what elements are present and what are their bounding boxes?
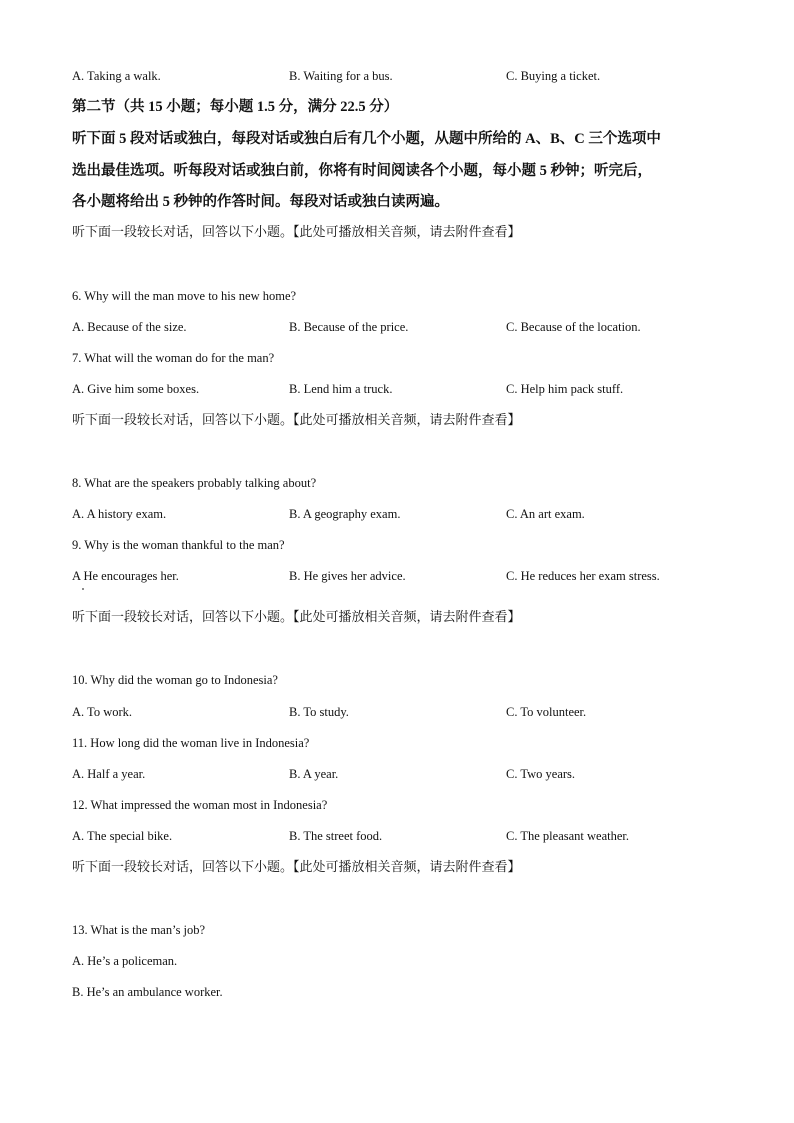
q10-stem: 10. Why did the woman go to Indonesia?	[72, 673, 278, 687]
q8-option-c: C. An art exam.	[506, 507, 585, 521]
q9-option-b: B. He gives her advice.	[289, 569, 406, 583]
q7-option-a: A. Give him some boxes.	[72, 382, 200, 396]
q10-option-c: C. To volunteer.	[506, 705, 587, 719]
q8-option-b: B. A geography exam.	[289, 507, 401, 521]
q9-option-c: C. He reduces her exam stress.	[506, 569, 660, 583]
q8-option-a: A. A history exam.	[72, 507, 167, 521]
q12-option-b: B. The street food.	[289, 829, 383, 843]
q12-option-c: C. The pleasant weather.	[506, 829, 629, 843]
q7-option-b: B. Lend him a truck.	[289, 382, 393, 396]
audio-note-4: 听下面一段较长对话，回答以下小题。【此处可播放相关音频，请去附件查看】	[72, 859, 521, 874]
q8-stem: 8. What are the speakers probably talking about?	[72, 476, 317, 490]
q12-stem: 12. What impressed the woman most in Indonesia?	[72, 798, 328, 812]
q9-stem: 9. Why is the woman thankful to the man?	[72, 538, 285, 552]
q7-stem: 7. What will the woman do for the man?	[72, 351, 275, 365]
q13-option-b: B. He’s an ambulance worker.	[72, 985, 223, 999]
q5-option-c: C. Buying a ticket.	[506, 69, 601, 83]
q10-option-a: A. To work.	[72, 705, 133, 719]
q6-option-c: C. Because of the location.	[506, 320, 641, 334]
q5-option-b: B. Waiting for a bus.	[289, 69, 393, 83]
q11-stem: 11. How long did the woman live in Indonesia?	[72, 736, 310, 750]
section-heading: 第二节（共 15 小题；每小题 1.5 分，满分 22.5 分）	[72, 99, 399, 115]
q9-option-a: A He encourages her.	[72, 569, 179, 583]
section-instruction-line-3: 各小题将给出 5 秒钟的作答时间。每段对话或独白读两遍。	[72, 194, 449, 210]
q6-option-b: B. Because of the price.	[289, 320, 409, 334]
q6-option-a: A. Because of the size.	[72, 320, 187, 334]
q13-option-a: A. He’s a policeman.	[72, 954, 178, 968]
q12-option-a: A. The special bike.	[72, 829, 173, 843]
q10-option-b: B. To study.	[289, 705, 349, 719]
q11-option-c: C. Two years.	[506, 767, 576, 781]
audio-note-2: 听下面一段较长对话，回答以下小题。【此处可播放相关音频，请去附件查看】	[72, 412, 521, 427]
audio-note-3: 听下面一段较长对话，回答以下小题。【此处可播放相关音频，请去附件查看】	[72, 609, 521, 624]
q7-option-c: C. Help him pack stuff.	[506, 382, 624, 396]
q13-stem: 13. What is the man’s job?	[72, 923, 206, 937]
q11-option-a: A. Half a year.	[72, 767, 146, 781]
audio-note-1: 听下面一段较长对话，回答以下小题。【此处可播放相关音频，请去附件查看】	[72, 224, 521, 239]
q6-stem: 6. Why will the man move to his new home?	[72, 289, 297, 303]
q11-option-b: B. A year.	[289, 767, 339, 781]
section-instruction-line-1: 听下面 5 段对话或独白，每段对话或独白后有几个小题，从题中所给的 A、B、C 三个选项中	[72, 131, 661, 147]
section-instruction-line-2: 选出最佳选项。听每段对话或独白前，你将有时间阅读各个小题，每小题 5 秒钟；听完后，	[72, 163, 652, 179]
stray-dot	[82, 588, 84, 590]
q5-option-a: A. Taking a walk.	[72, 69, 161, 83]
